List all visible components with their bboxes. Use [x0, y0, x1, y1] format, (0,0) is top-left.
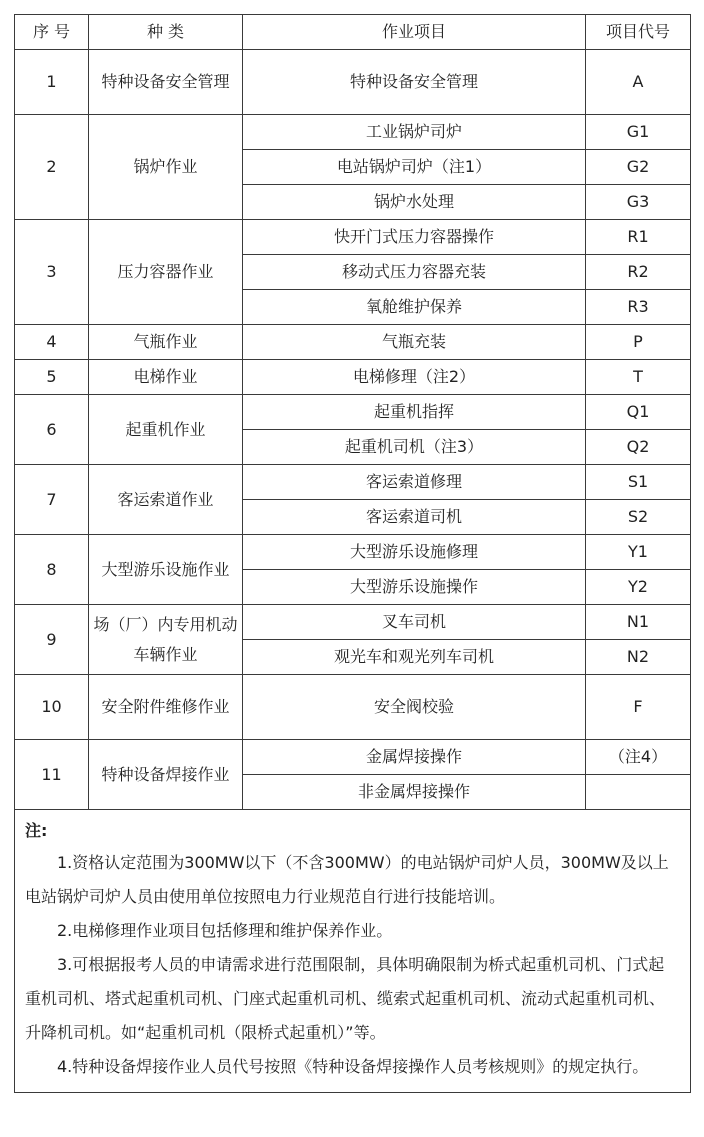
- table-row: [15, 465, 691, 500]
- item-code: T: [586, 360, 691, 395]
- notes-title: 注:: [25, 821, 48, 840]
- note-line: 3.可根据报考人员的申请需求进行范围限制，具体明确限制为桥式起重机司机、门式起重机司机、塔式起重机司机、门座式起重机司机、缆索式起重机司机、流动式起重机司机、升降机司机。如“起重机司机（限桥式起重机）”等。: [25, 955, 666, 1042]
- item-name: 非金属焊接操作: [243, 775, 586, 810]
- item-name: 大型游乐设施修理: [243, 535, 586, 570]
- item-name: 电梯修理（注2）: [243, 360, 586, 395]
- item-code: G3: [586, 185, 691, 220]
- item-code: S1: [586, 465, 691, 500]
- item-code: R1: [586, 220, 691, 255]
- header-category: 种 类: [89, 15, 243, 50]
- item-name: 锅炉水处理: [243, 185, 586, 220]
- item-code: （注4）: [586, 740, 691, 775]
- item-name: 客运索道司机: [243, 500, 586, 535]
- header-code: 项目代号: [586, 15, 691, 50]
- item-name: 气瓶充装: [243, 325, 586, 360]
- item-code: G1: [586, 115, 691, 150]
- row-no: 2: [15, 115, 89, 220]
- row-category: 大型游乐设施作业: [89, 535, 243, 605]
- note-line: 1.资格认定范围为300MW以下（不含300MW）的电站锅炉司炉人员，300MW及以上电站锅炉司炉人员由使用单位按照电力行业规范自行进行技能培训。: [25, 853, 669, 906]
- item-code: Q2: [586, 430, 691, 465]
- row-no: 9: [15, 605, 89, 675]
- table-row: [15, 675, 691, 740]
- note-line: 4.特种设备焊接作业人员代号按照《特种设备焊接操作人员考核规则》的规定执行。: [57, 1057, 649, 1076]
- item-code: N1: [586, 605, 691, 640]
- item-name: 大型游乐设施操作: [243, 570, 586, 605]
- header-no: 序 号: [15, 15, 89, 50]
- work-items-table: [14, 14, 691, 1093]
- table-row: [15, 360, 691, 395]
- item-name: 氧舱维护保养: [243, 290, 586, 325]
- row-no: 7: [15, 465, 89, 535]
- table-row: [15, 605, 691, 640]
- item-name: 移动式压力容器充装: [243, 255, 586, 290]
- row-no: 6: [15, 395, 89, 465]
- row-no: 3: [15, 220, 89, 325]
- item-code: R2: [586, 255, 691, 290]
- item-name: 特种设备安全管理: [243, 50, 586, 115]
- table-row: [15, 535, 691, 570]
- row-category: 压力容器作业: [89, 220, 243, 325]
- item-name: 起重机司机（注3）: [243, 430, 586, 465]
- row-category: 特种设备焊接作业: [89, 740, 243, 810]
- row-category: 起重机作业: [89, 395, 243, 465]
- item-code: Y2: [586, 570, 691, 605]
- item-code: Y1: [586, 535, 691, 570]
- row-category: 安全附件维修作业: [89, 675, 243, 740]
- item-name: 工业锅炉司炉: [243, 115, 586, 150]
- note-line: 2.电梯修理作业项目包括修理和维护保养作业。: [57, 921, 393, 940]
- table-row: [15, 220, 691, 255]
- row-category: 电梯作业: [89, 360, 243, 395]
- table-row: [15, 325, 691, 360]
- row-no: 4: [15, 325, 89, 360]
- item-name: 客运索道修理: [243, 465, 586, 500]
- item-code: R3: [586, 290, 691, 325]
- item-code: G2: [586, 150, 691, 185]
- item-name: 电站锅炉司炉（注1）: [243, 150, 586, 185]
- row-category: 气瓶作业: [89, 325, 243, 360]
- row-no: 8: [15, 535, 89, 605]
- table-row: [15, 50, 691, 115]
- row-no: 11: [15, 740, 89, 810]
- item-name: 安全阀校验: [243, 675, 586, 740]
- table-row: [15, 115, 691, 150]
- item-code: [586, 775, 691, 810]
- header-item: 作业项目: [243, 15, 586, 50]
- item-code: F: [586, 675, 691, 740]
- item-name: 金属焊接操作: [243, 740, 586, 775]
- item-code: Q1: [586, 395, 691, 430]
- item-code: S2: [586, 500, 691, 535]
- header-row: [15, 15, 691, 50]
- row-category: 特种设备安全管理: [89, 50, 243, 115]
- row-category: 场（厂）内专用机动车辆作业: [89, 605, 243, 675]
- item-name: 叉车司机: [243, 605, 586, 640]
- item-name: 快开门式压力容器操作: [243, 220, 586, 255]
- row-no: 10: [15, 675, 89, 740]
- row-no: 1: [15, 50, 89, 115]
- item-code: P: [586, 325, 691, 360]
- item-name: 观光车和观光列车司机: [243, 640, 586, 675]
- table-row: [15, 395, 691, 430]
- notes-row: [15, 810, 691, 1093]
- item-name: 起重机指挥: [243, 395, 586, 430]
- row-category: 锅炉作业: [89, 115, 243, 220]
- table-row: [15, 740, 691, 775]
- item-code: N2: [586, 640, 691, 675]
- item-code: A: [586, 50, 691, 115]
- row-no: 5: [15, 360, 89, 395]
- row-category: 客运索道作业: [89, 465, 243, 535]
- notes-cell: [15, 810, 691, 1093]
